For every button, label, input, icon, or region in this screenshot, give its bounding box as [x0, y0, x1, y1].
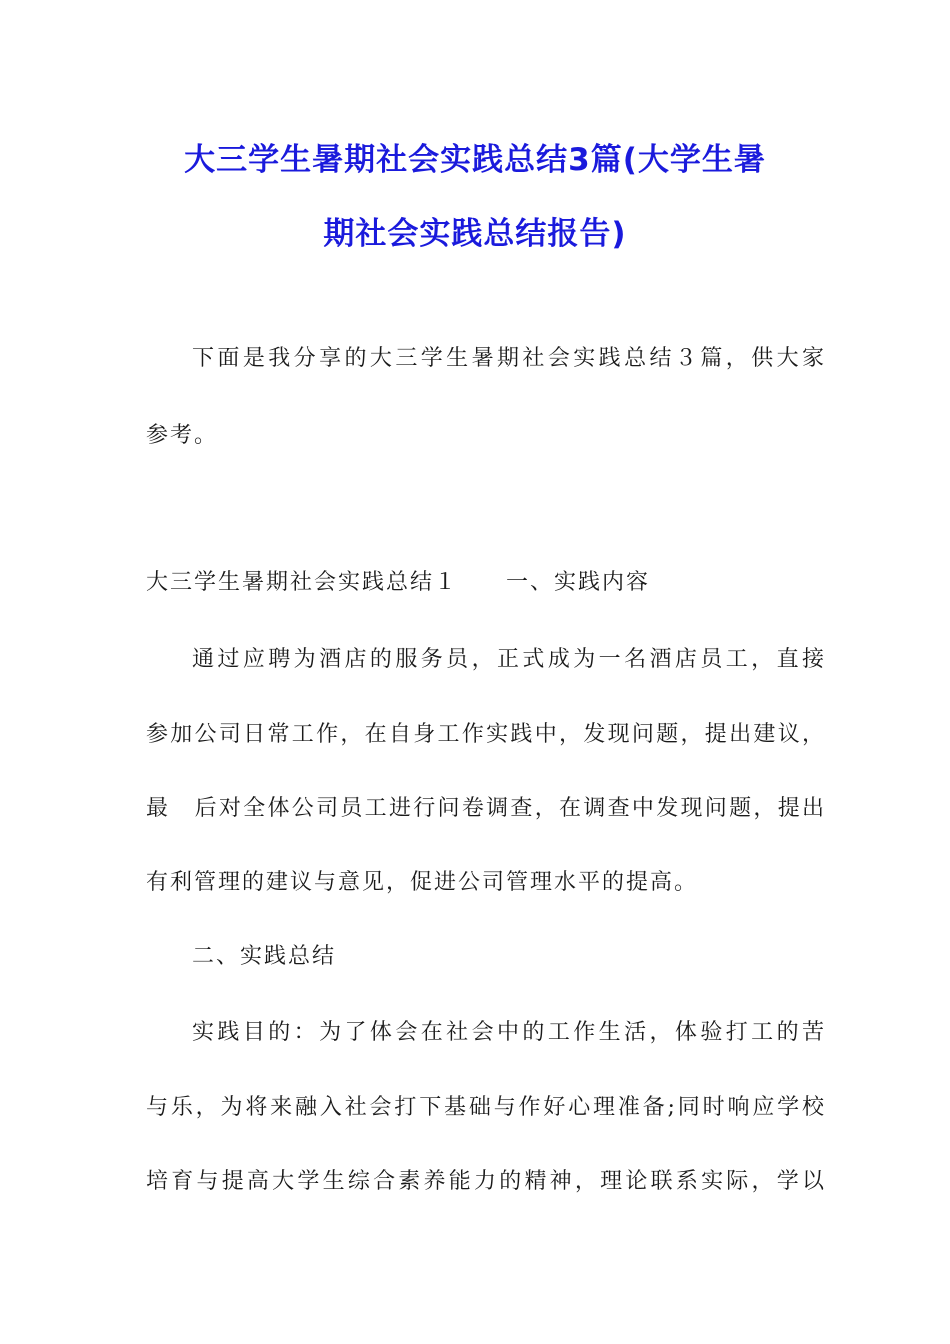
document-title-line-2: 期社会实践总结报告) — [323, 216, 627, 252]
paragraph-2-line-3: 培育与提高大学生综合素养能力的精神，理论联系实际，学以 — [146, 1169, 826, 1194]
paragraph-1-line-2: 参加公司日常工作，在自身工作实践中，发现问题，提出建议， — [146, 722, 826, 747]
paragraph-2-line-2: 与乐，为将来融入社会打下基础与作好心理准备;同时响应学校 — [146, 1095, 826, 1120]
sub-heading: 二、实践总结 — [192, 944, 337, 969]
paragraph-1-line-3: 最 后对全体公司员工进行问卷调查，在调查中发现问题，提出 — [146, 796, 826, 821]
intro-line-1: 下面是我分享的大三学生暑期社会实践总结３篇，供大家 — [192, 346, 826, 371]
section-heading: 大三学生暑期社会实践总结１ 一、实践内容 — [146, 570, 651, 595]
document-title-line-1: 大三学生暑期社会实践总结3篇(大学生暑 — [184, 142, 766, 178]
intro-line-2: 参考。 — [146, 423, 219, 448]
paragraph-2-line-1: 实践目的：为了体会在社会中的工作生活，体验打工的苦 — [192, 1020, 826, 1045]
paragraph-1-line-4: 有利管理的建议与意见，促进公司管理水平的提高。 — [146, 870, 699, 895]
paragraph-1-line-1: 通过应聘为酒店的服务员，正式成为一名酒店员工，直接 — [192, 647, 826, 672]
